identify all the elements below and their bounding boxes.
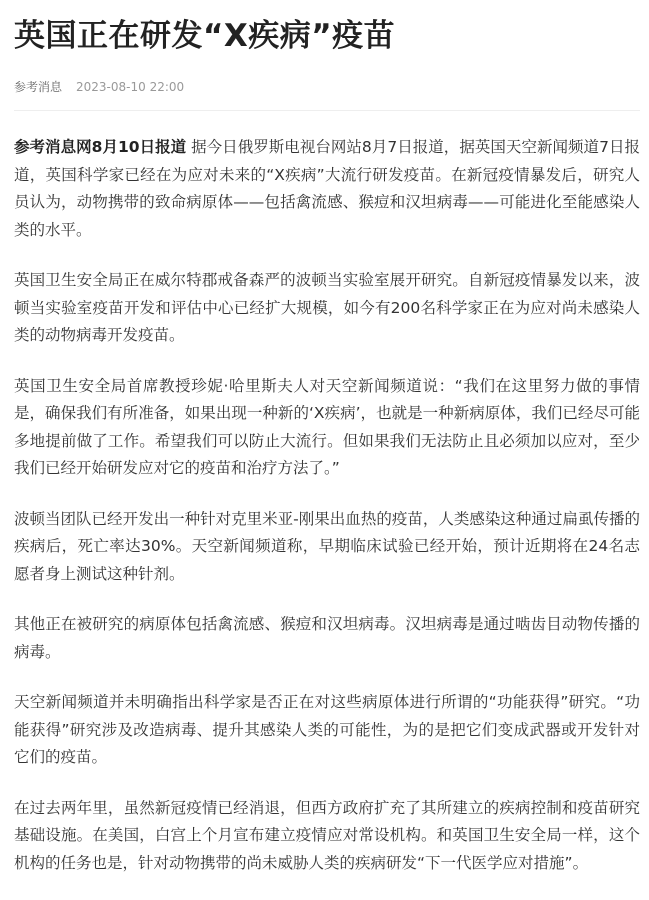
article-source[interactable]: 参考消息 bbox=[14, 80, 63, 94]
article-meta bbox=[14, 76, 640, 98]
paragraph-4: 波顿当团队已经开发出一种针对克里米亚-刚果出血热的疫苗，人类感染这种通过扁虱传播的疾病后，死亡率达30%。天空新闻频道称，早期临床试验已经开始，预计近期将在24名志愿者身上测试这种针剂。 bbox=[14, 509, 640, 583]
paragraph-1-text: 据今日俄罗斯电视台网站8月7日报道，据英国天空新闻频道7日报道，英国科学家已经在为应对未来的“X疾病”大流行研发疫苗。在新冠疫情暴发后，研究人员认为，动物携带的致命病原体——包括禽流感、猴痘和汉坦病毒——可能进化至能感染人类的水平。 bbox=[14, 138, 640, 239]
article-date: 2023-08-10 22:00 bbox=[76, 80, 185, 94]
article-title: 英国正在研发“X疾病”疫苗 bbox=[14, 18, 396, 54]
paragraph-3: 英国卫生安全局首席教授珍妮·哈里斯夫人对天空新闻频道说：“我们在这里努力做的事情是，确保我们有所准备，如果出现一种新的‘X疾病’，也就是一种新病原体，我们已经尽可能多地提前做了工作。希望我们可以防止大流行。但如果我们无法防止且必须加以应对，至少我们已经开始研发应对它的疫苗和治疗方法了。” bbox=[14, 376, 640, 477]
paragraph-7: 在过去两年里，虽然新冠疫情已经消退，但西方政府扩充了其所建立的疾病控制和疫苗研究基础设施。在美国，白宫上个月宣布建立疫情应对常设机构。和英国卫生安全局一样，这个机构的任务也是，针对动物携带的尚未威胁人类的疾病研发“下一代医学应对措施”。 bbox=[14, 798, 640, 872]
paragraph-6: 天空新闻频道并未明确指出科学家是否正在对这些病原体进行所谓的“功能获得”研究。“功能获得”研究涉及改造病毒、提升其感染人类的可能性，为的是把它们变成武器或开发针对它们的疫苗。 bbox=[14, 693, 640, 766]
divider bbox=[14, 110, 640, 111]
paragraph-5: 其他正在被研究的病原体包括禽流感、猴痘和汉坦病毒。汉坦病毒是通过啮齿目动物传播的病毒。 bbox=[14, 615, 640, 661]
article bbox=[14, 0, 640, 900]
paragraph-2: 英国卫生安全局正在威尔特郡戒备森严的波顿当实验室展开研究。自新冠疫情暴发以来，波顿当实验室疫苗开发和评估中心已经扩大规模，如今有200名科学家正在为应对尚未感染人类的动物病毒开发疫苗。 bbox=[14, 271, 640, 344]
paragraph-1 bbox=[14, 134, 640, 244]
dateline: 参考消息网8月10日报道 bbox=[14, 138, 187, 156]
article-body bbox=[14, 134, 640, 877]
